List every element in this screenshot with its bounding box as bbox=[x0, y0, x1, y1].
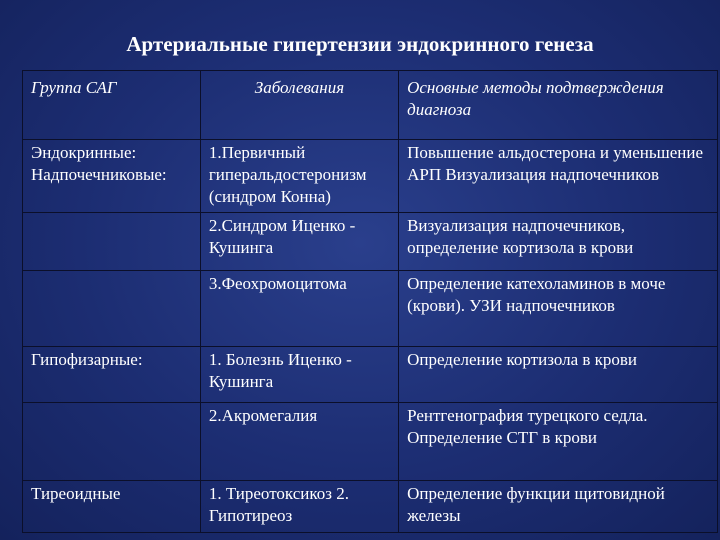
hypertension-table bbox=[22, 70, 718, 533]
slide-title: Артериальные гипертензии эндокринного генеза bbox=[126, 32, 594, 56]
table-header-row bbox=[23, 71, 718, 140]
cell-method: Определение катехоламинов в моче (крови). УЗИ надпочечников bbox=[399, 271, 718, 347]
table-row bbox=[23, 140, 718, 213]
cell-method: Определение кортизола в крови bbox=[399, 347, 718, 403]
header-group: Группа САГ bbox=[23, 71, 201, 140]
table-row bbox=[23, 481, 718, 533]
cell-method: Рентгенография турецкого седла. Определение СТГ в крови bbox=[399, 403, 718, 481]
cell-disease: 2.Синдром Иценко - Кушинга bbox=[200, 213, 398, 271]
cell-group: Гипофизарные: bbox=[23, 347, 201, 403]
table-row bbox=[23, 213, 718, 271]
cell-disease: 1. Болезнь Иценко - Кушинга bbox=[200, 347, 398, 403]
cell-disease: 3.Феохромоцитома bbox=[200, 271, 398, 347]
table-row bbox=[23, 403, 718, 481]
cell-group: Эндокринные: Надпочечниковые: bbox=[23, 140, 201, 213]
cell-group: Тиреоидные bbox=[23, 481, 201, 533]
header-disease: Заболевания bbox=[200, 71, 398, 140]
cell-group bbox=[23, 403, 201, 481]
cell-method: Визуализация надпочечников, определение кортизола в крови bbox=[399, 213, 718, 271]
cell-group bbox=[23, 271, 201, 347]
table-row bbox=[23, 271, 718, 347]
cell-method: Повышение альдостерона и уменьшение АРП Визуализация надпочечников bbox=[399, 140, 718, 213]
cell-disease: 2.Акромегалия bbox=[200, 403, 398, 481]
cell-method: Определение функции щитовидной железы bbox=[399, 481, 718, 533]
cell-group bbox=[23, 213, 201, 271]
header-method: Основные методы подтверждения диагноза bbox=[399, 71, 718, 140]
table-row bbox=[23, 347, 718, 403]
cell-disease: 1.Первичный гиперальдостеронизм (синдром Конна) bbox=[200, 140, 398, 213]
cell-disease: 1. Тиреотоксикоз 2. Гипотиреоз bbox=[200, 481, 398, 533]
